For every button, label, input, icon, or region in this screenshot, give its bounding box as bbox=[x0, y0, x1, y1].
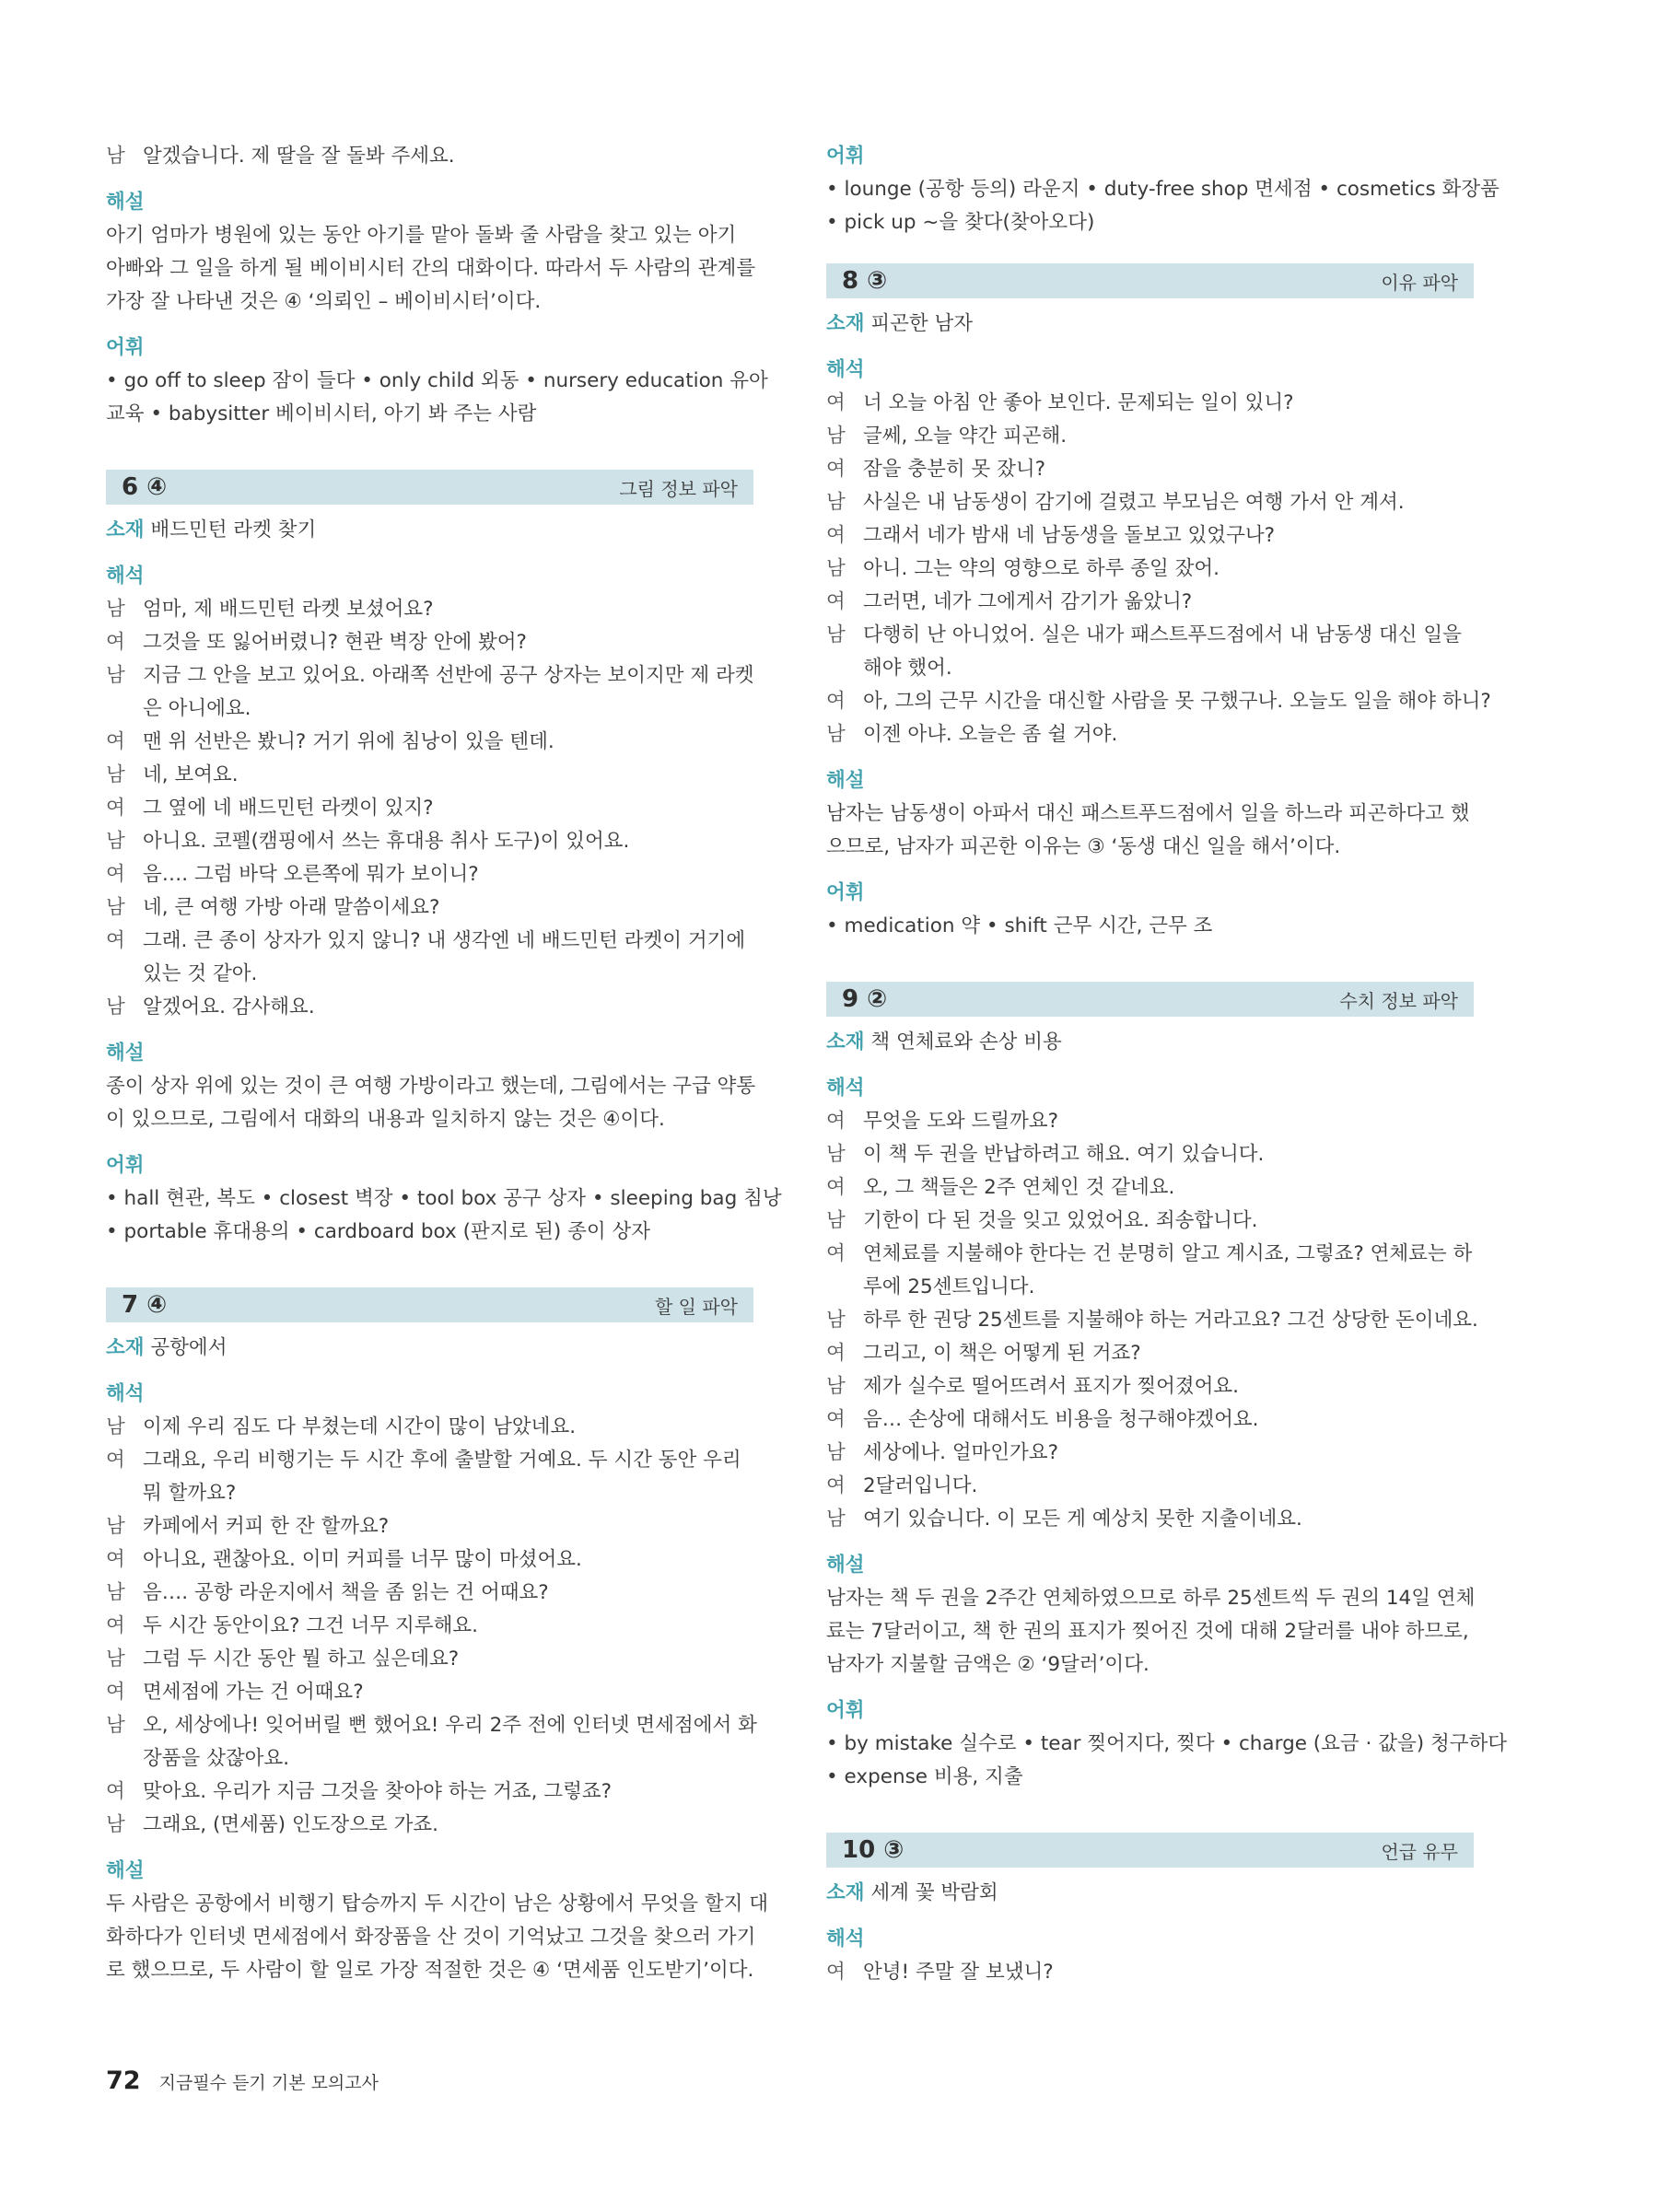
dialogue-line bbox=[106, 1676, 753, 1709]
dialogue-text: 네, 큰 여행 가방 아래 말씀이세요? bbox=[143, 896, 440, 919]
dialogue-continuation: 있는 것 같아. bbox=[143, 962, 258, 985]
speaker: 남 bbox=[826, 425, 846, 448]
dialogue-text: 다행히 난 아니었어. 실은 내가 패스트푸드점에서 내 남동생 대신 일을 bbox=[863, 623, 1462, 646]
speaker: 여 bbox=[106, 929, 125, 952]
dialogue-text: 아니. 그는 약의 영향으로 하루 종일 잤어. bbox=[863, 557, 1220, 580]
topic-label: 소재 bbox=[106, 518, 145, 541]
speaker: 여 bbox=[106, 797, 125, 820]
dialogue-text: 연체료를 지불해야 한다는 건 분명히 알고 계시죠, 그렇죠? 연체료는 하 bbox=[863, 1242, 1473, 1265]
speaker: 여 bbox=[826, 590, 846, 613]
text-line: 교육 • babysitter 베이비시터, 아기 봐 주는 사람 bbox=[106, 402, 537, 425]
dialogue-text: 2달러입니다. bbox=[863, 1474, 978, 1497]
dialogue-text: 그래요, 우리 비행기는 두 시간 후에 출발할 거예요. 두 시간 동안 우리 bbox=[143, 1449, 741, 1472]
dialogue-continuation: 은 아니에요. bbox=[143, 697, 251, 720]
dialogue-line bbox=[106, 991, 753, 1024]
dialogue-text: 음…. 공항 라운지에서 책을 좀 읽는 건 어때요? bbox=[143, 1581, 549, 1604]
dialogue-text: 사실은 내 남동생이 감기에 걸렸고 부모님은 여행 가서 안 계셔. bbox=[863, 491, 1405, 514]
left-column bbox=[106, 140, 782, 1987]
speaker: 남 bbox=[826, 1309, 846, 1332]
dialogue bbox=[106, 593, 753, 1024]
question-type: 할 일 파악 bbox=[655, 1295, 738, 1318]
speaker: 여 bbox=[106, 1449, 125, 1472]
dialogue-text: 네, 보여요. bbox=[143, 763, 239, 786]
speaker: 남 bbox=[826, 723, 846, 746]
dialogue-text: 오, 세상에나! 잊어버릴 뻔 했어요! 우리 2주 전에 인터넷 면세점에서 화 bbox=[143, 1714, 757, 1737]
speaker: 남 bbox=[106, 995, 125, 1019]
dialogue-line bbox=[826, 553, 1474, 586]
text-line: • by mistake 실수로 • tear 찢어지다, 찢다 • charge (요금 · 값을) 청구하다 bbox=[826, 1732, 1508, 1755]
vocab-body bbox=[826, 910, 1474, 943]
dialogue-text: 그래요, (면세품) 인도장으로 가죠. bbox=[143, 1813, 438, 1836]
dialogue-text: 기한이 다 된 것을 잊고 있었어요. 죄송합니다. bbox=[863, 1209, 1258, 1232]
dialogue-text: 글쎄, 오늘 약간 피곤해. bbox=[863, 425, 1068, 448]
dialogue-line bbox=[826, 1503, 1474, 1536]
dialogue-text: 지금 그 안을 보고 있어요. 아래쪽 선반에 공구 상자는 보이지만 제 라켓 bbox=[143, 664, 754, 687]
translation-heading: 해석 bbox=[106, 565, 145, 588]
explanation-body bbox=[826, 1582, 1474, 1682]
dialogue bbox=[826, 387, 1491, 751]
speaker: 남 bbox=[106, 145, 125, 168]
dialogue-text: 하루 한 권당 25센트를 지불해야 하는 거라고요? 그건 상당한 돈이네요. bbox=[863, 1309, 1478, 1332]
speaker: 여 bbox=[826, 1176, 846, 1199]
text-line: 종이 상자 위에 있는 것이 큰 여행 가방이라고 했는데, 그림에서는 구급 약통 bbox=[106, 1075, 756, 1098]
dialogue-text: 맞아요. 우리가 지금 그것을 찾아야 하는 거죠, 그렇죠? bbox=[143, 1780, 613, 1803]
speaker: 남 bbox=[106, 763, 125, 786]
dialogue-line bbox=[826, 718, 1474, 751]
speaker: 여 bbox=[106, 1614, 125, 1637]
vocab-body bbox=[106, 1182, 782, 1249]
question-number: 10 ③ bbox=[842, 1836, 905, 1864]
dialogue-line bbox=[106, 1543, 753, 1577]
dialogue-text: 그래서 네가 밤새 네 남동생을 돌보고 있었구나? bbox=[863, 524, 1276, 547]
dialogue-line bbox=[106, 1411, 753, 1444]
dialogue-line bbox=[106, 891, 753, 925]
dialogue-line bbox=[826, 1403, 1474, 1437]
topic-text: 배드민턴 라켓 찾기 bbox=[150, 518, 317, 541]
dialogue-line bbox=[826, 1437, 1474, 1470]
vocab-heading: 어휘 bbox=[106, 1154, 145, 1177]
dialogue-text: 세상에나. 얼마인가요? bbox=[863, 1441, 1059, 1464]
dialogue-text: 여기 있습니다. 이 모든 게 예상치 못한 지출이네요. bbox=[863, 1508, 1302, 1531]
explanation-heading: 해설 bbox=[826, 769, 865, 792]
dialogue-continuation: 해야 했어. bbox=[863, 657, 952, 680]
dialogue-line bbox=[106, 792, 753, 825]
vocab-heading: 어휘 bbox=[826, 1699, 865, 1722]
text-line: • medication 약 • shift 근무 시간, 근무 조 bbox=[826, 914, 1213, 937]
speaker: 여 bbox=[826, 458, 846, 481]
dialogue-line bbox=[106, 659, 753, 693]
speaker: 여 bbox=[826, 1342, 846, 1365]
topic-text: 책 연체료와 손상 비용 bbox=[870, 1030, 1062, 1054]
dialogue-line bbox=[106, 1577, 753, 1610]
dialogue-text: 제가 실수로 떨어뜨려서 표지가 찢어졌어요. bbox=[863, 1375, 1240, 1398]
question-header-8 bbox=[826, 263, 1474, 298]
dialogue-text: 맨 위 선반은 봤니? 거기 위에 침낭이 있을 텐데. bbox=[143, 730, 554, 753]
speaker: 남 bbox=[106, 598, 125, 621]
explanation-body bbox=[106, 219, 756, 319]
text-line: 남자가 지불할 금액은 ② ‘9달러’이다. bbox=[826, 1653, 1150, 1676]
speaker: 남 bbox=[826, 1508, 846, 1531]
speaker: 남 bbox=[106, 664, 125, 687]
speaker: 남 bbox=[826, 557, 846, 580]
vocab-heading: 어휘 bbox=[106, 336, 145, 359]
dialogue-text: 아니요. 코펠(캠핑에서 쓰는 휴대용 취사 도구)이 있어요. bbox=[143, 830, 630, 853]
dialogue-text: 카페에서 커피 한 잔 할까요? bbox=[143, 1515, 390, 1538]
dialogue-text: 아니요, 괜찮아요. 이미 커피를 너무 많이 마셨어요. bbox=[143, 1548, 582, 1571]
speaker: 남 bbox=[826, 1441, 846, 1464]
speaker: 여 bbox=[826, 391, 846, 414]
dialogue-line bbox=[106, 1510, 753, 1543]
text-line: 화하다가 인터넷 면세점에서 화장품을 산 것이 기억났고 그것을 찾으러 가기 bbox=[106, 1926, 756, 1949]
speaker: 여 bbox=[106, 1780, 125, 1803]
dialogue-line bbox=[826, 1138, 1474, 1171]
page-number: 72 bbox=[106, 2066, 141, 2095]
dialogue-text: 이젠 아냐. 오늘은 좀 쉴 거야. bbox=[863, 723, 1118, 746]
text-line: • lounge (공항 등의) 라운지 • duty-free shop 면세점 • cosmetics 화장품 bbox=[826, 178, 1500, 201]
text-line: 로 했으므로, 두 사람이 할 일로 가장 적절한 것은 ④ ‘면세품 인도받기’이다. bbox=[106, 1959, 754, 1982]
topic-line bbox=[826, 1026, 1474, 1059]
right-column bbox=[826, 140, 1508, 1989]
question-header-7 bbox=[106, 1287, 753, 1322]
translation-heading: 해석 bbox=[826, 358, 865, 381]
speaker: 남 bbox=[106, 1813, 125, 1836]
book-title: 지금필수 듣기 기본 모의고사 bbox=[158, 2073, 379, 2093]
dialogue-line bbox=[826, 1337, 1474, 1370]
dialogue-text: 안녕! 주말 잘 보냈니? bbox=[863, 1961, 1054, 1984]
speaker: 남 bbox=[106, 830, 125, 853]
speaker: 여 bbox=[826, 1961, 846, 1984]
topic-text: 공항에서 bbox=[150, 1336, 228, 1359]
dialogue-text: 면세점에 가는 건 어때요? bbox=[143, 1681, 364, 1704]
explanation-heading: 해설 bbox=[826, 1554, 865, 1577]
dialogue bbox=[826, 1956, 1474, 1989]
text-line: 가장 잘 나타낸 것은 ④ ‘의뢰인 – 베이비시터’이다. bbox=[106, 290, 542, 313]
dialogue-line bbox=[106, 1643, 753, 1676]
text-line: 이 있으므로, 그림에서 대화의 내용과 일치하지 않는 것은 ④이다. bbox=[106, 1108, 665, 1131]
dialogue-text: 그 옆에 네 배드민턴 라켓이 있지? bbox=[143, 797, 434, 820]
text-line: • portable 휴대용의 • cardboard box (판지로 된) 종이 상자 bbox=[106, 1220, 651, 1243]
dialogue-text: 음…. 그럼 바닥 오른쪽에 뭐가 보이니? bbox=[143, 863, 479, 886]
speaker: 남 bbox=[826, 491, 846, 514]
question-number: 9 ② bbox=[842, 985, 888, 1013]
topic-line bbox=[106, 1332, 753, 1365]
dialogue-line bbox=[106, 1610, 753, 1643]
dialogue-line bbox=[826, 420, 1474, 453]
text-line: 으므로, 남자가 피곤한 이유는 ③ ‘동생 대신 일을 해서’이다. bbox=[826, 835, 1341, 858]
explanation-body bbox=[106, 1070, 756, 1136]
dialogue-text: 두 시간 동안이요? 그건 너무 지루해요. bbox=[143, 1614, 478, 1637]
dialogue-line bbox=[106, 759, 753, 792]
dialogue-line bbox=[106, 825, 753, 858]
text-line: • expense 비용, 지출 bbox=[826, 1765, 1023, 1788]
dialogue-text: 그리고, 이 책은 어떻게 된 거죠? bbox=[863, 1342, 1141, 1365]
dialogue-line bbox=[826, 619, 1474, 652]
dialogue-text: 잠을 충분히 못 잤니? bbox=[863, 458, 1046, 481]
speaker: 여 bbox=[826, 1408, 846, 1431]
vocab-heading: 어휘 bbox=[826, 145, 865, 168]
dialogue-text: 무엇을 도와 드릴까요? bbox=[863, 1110, 1059, 1133]
explanation-heading: 해설 bbox=[106, 1042, 145, 1065]
dialogue-line bbox=[826, 1370, 1474, 1403]
dialogue-text: 오, 그 책들은 2주 연체인 것 같네요. bbox=[863, 1176, 1175, 1199]
vocab-body bbox=[826, 173, 1500, 239]
question-header-10 bbox=[826, 1833, 1474, 1868]
explanation-heading: 해설 bbox=[106, 1859, 145, 1882]
topic-label: 소재 bbox=[826, 1030, 865, 1054]
translation-heading: 해석 bbox=[106, 1382, 145, 1405]
dialogue-line bbox=[826, 1238, 1474, 1271]
vocab-body bbox=[826, 1728, 1508, 1794]
dialogue-line bbox=[106, 1709, 757, 1742]
question-header-9 bbox=[826, 982, 1474, 1017]
dialogue-text: 음… 손상에 대해서도 비용을 청구해야겠어요. bbox=[863, 1408, 1259, 1431]
dialogue-text: 그것을 또 잃어버렸니? 현관 벽장 안에 봤어? bbox=[143, 631, 527, 654]
speaker: 여 bbox=[826, 1110, 846, 1133]
speaker: 남 bbox=[106, 1581, 125, 1604]
speaker: 남 bbox=[826, 1375, 846, 1398]
dialogue-line bbox=[826, 453, 1474, 486]
dialogue-text: 이제 우리 짐도 다 부쳤는데 시간이 많이 남았네요. bbox=[143, 1415, 577, 1438]
speaker: 남 bbox=[106, 1714, 125, 1737]
dialogue-line bbox=[826, 1205, 1474, 1238]
dialogue-text: 엄마, 제 배드민턴 라켓 보셨어요? bbox=[143, 598, 434, 621]
dialogue-line bbox=[106, 858, 753, 891]
text-line: 두 사람은 공항에서 비행기 탑승까지 두 시간이 남은 상황에서 무엇을 할지 대 bbox=[106, 1892, 769, 1915]
speaker: 여 bbox=[106, 730, 125, 753]
dialogue-line bbox=[106, 1444, 753, 1477]
dialogue-continuation: 루에 25센트입니다. bbox=[863, 1275, 1035, 1298]
explanation-heading: 해설 bbox=[106, 191, 145, 214]
dialogue-line bbox=[106, 1809, 753, 1842]
dialogue-line bbox=[106, 593, 753, 626]
question-number: 8 ③ bbox=[842, 267, 888, 295]
dialogue-line bbox=[106, 140, 753, 173]
dialogue-line bbox=[826, 1470, 1474, 1503]
dialogue-line bbox=[826, 486, 1474, 519]
question-number: 7 ④ bbox=[122, 1291, 168, 1319]
dialogue-text: 아, 그의 근무 시간을 대신할 사람을 못 구했구나. 오늘도 일을 해야 하니? bbox=[863, 690, 1491, 713]
speaker: 남 bbox=[826, 1209, 846, 1232]
speaker: 남 bbox=[826, 1143, 846, 1166]
dialogue-line bbox=[826, 685, 1491, 718]
question-type: 언급 유무 bbox=[1381, 1840, 1458, 1863]
topic-line bbox=[826, 308, 1474, 341]
text-line: • hall 현관, 복도 • closest 벽장 • tool box 공구 상자 • sleeping bag 침낭 bbox=[106, 1187, 782, 1210]
question-type: 수치 정보 파악 bbox=[1339, 989, 1458, 1012]
speaker: 여 bbox=[826, 524, 846, 547]
speaker: 남 bbox=[106, 896, 125, 919]
speaker: 여 bbox=[106, 1548, 125, 1571]
speaker: 여 bbox=[826, 1242, 846, 1265]
dialogue-line bbox=[826, 1171, 1474, 1205]
dialogue-line bbox=[826, 387, 1474, 420]
question-type: 이유 파악 bbox=[1381, 271, 1458, 294]
topic-line bbox=[106, 514, 753, 547]
question-type: 그림 정보 파악 bbox=[619, 477, 738, 500]
dialogue-text: 그러면, 네가 그에게서 감기가 옮았니? bbox=[863, 590, 1193, 613]
dialogue-line bbox=[106, 726, 753, 759]
text-line: 남자는 남동생이 아파서 대신 패스트푸드점에서 일을 하느라 피곤하다고 했 bbox=[826, 802, 1470, 825]
dialogue-line bbox=[826, 1956, 1474, 1989]
text-line: 료는 7달러이고, 책 한 권의 표지가 찢어진 것에 대해 2달러를 내야 하므로, bbox=[826, 1620, 1469, 1643]
question-header-6 bbox=[106, 470, 753, 505]
dialogue-line bbox=[826, 1105, 1474, 1138]
dialogue-line bbox=[826, 586, 1474, 619]
speaker: 남 bbox=[106, 1415, 125, 1438]
dialogue-line bbox=[106, 626, 753, 659]
topic-label: 소재 bbox=[106, 1336, 145, 1359]
speaker: 남 bbox=[106, 1515, 125, 1538]
speaker: 여 bbox=[106, 631, 125, 654]
dialogue bbox=[826, 1105, 1478, 1536]
dialogue-text: 그래. 큰 종이 상자가 있지 않니? 내 생각엔 네 배드민턴 라켓이 거기에 bbox=[143, 929, 746, 952]
dialogue-line bbox=[106, 925, 753, 958]
topic-text: 세계 꽃 박람회 bbox=[870, 1881, 998, 1904]
text-line: 아빠와 그 일을 하게 될 베이비시터 간의 대화이다. 따라서 두 사람의 관계를 bbox=[106, 257, 756, 280]
speaker: 여 bbox=[106, 1681, 125, 1704]
translation-heading: 해석 bbox=[826, 1077, 865, 1100]
dialogue-text: 이 책 두 권을 반납하려고 해요. 여기 있습니다. bbox=[863, 1143, 1265, 1166]
dialogue-continuation: 장품을 샀잖아요. bbox=[143, 1747, 290, 1770]
dialogue-text: 그럼 두 시간 동안 뭘 하고 싶은데요? bbox=[143, 1647, 460, 1671]
question-number: 6 ④ bbox=[122, 473, 168, 501]
dialogue-text: 알겠어요. 감사해요. bbox=[143, 995, 315, 1019]
text-line: 아기 엄마가 병원에 있는 동안 아기를 맡아 돌봐 줄 사람을 찾고 있는 아기 bbox=[106, 224, 737, 247]
text-line: 남자는 책 두 권을 2주간 연체하였으므로 하루 25센트씩 두 권의 14일 연체 bbox=[826, 1587, 1476, 1610]
speaker: 여 bbox=[826, 690, 846, 713]
dialogue-continuation: 뭐 할까요? bbox=[143, 1482, 237, 1505]
page-footer bbox=[106, 2066, 379, 2095]
dialogue bbox=[106, 1411, 757, 1842]
topic-line bbox=[826, 1877, 1474, 1910]
speaker: 여 bbox=[826, 1474, 846, 1497]
speaker: 남 bbox=[106, 1647, 125, 1671]
explanation-body bbox=[106, 1888, 769, 1987]
text-line: • go off to sleep 잠이 들다 • only child 외동 • nursery education 유아 bbox=[106, 369, 768, 392]
speaker: 남 bbox=[826, 623, 846, 646]
dialogue-line bbox=[826, 1304, 1478, 1337]
speaker: 여 bbox=[106, 863, 125, 886]
text-line: • pick up ~을 찾다(찾아오다) bbox=[826, 211, 1095, 234]
explanation-body bbox=[826, 797, 1474, 864]
dialogue-line bbox=[106, 1775, 753, 1809]
vocab-body bbox=[106, 365, 768, 431]
topic-text: 피곤한 남자 bbox=[870, 312, 974, 335]
vocab-heading: 어휘 bbox=[826, 881, 865, 904]
topic-label: 소재 bbox=[826, 312, 865, 335]
topic-label: 소재 bbox=[826, 1881, 865, 1904]
dialogue-line bbox=[826, 519, 1474, 553]
dialogue-text: 알겠습니다. 제 딸을 잘 돌봐 주세요. bbox=[143, 145, 455, 168]
translation-heading: 해석 bbox=[826, 1927, 865, 1950]
dialogue-text: 너 오늘 아침 안 좋아 보인다. 문제되는 일이 있니? bbox=[863, 391, 1294, 414]
